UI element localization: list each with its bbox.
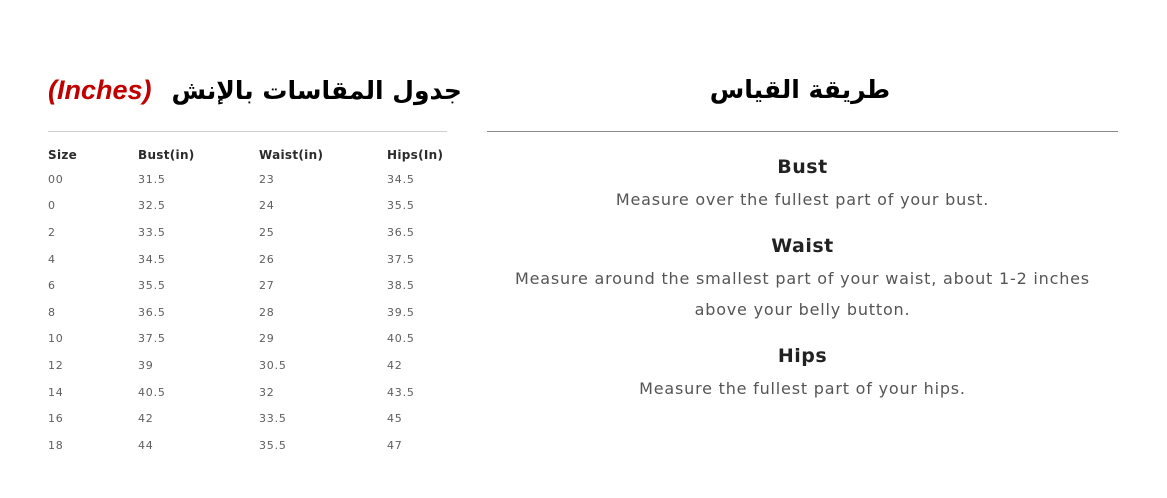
hips-cell: 43.5 (387, 385, 415, 399)
hips-cell: 42 (387, 358, 403, 372)
size-cell: 10 (48, 332, 64, 346)
column-header: Size (48, 148, 78, 162)
bust-cell: 32.5 (138, 199, 166, 213)
how-to-measure-title: طريقة القياس (709, 75, 891, 104)
table-row (48, 326, 458, 353)
hips-section (487, 339, 1118, 404)
hips-heading: Hips (777, 345, 828, 367)
guide-divider (487, 131, 1118, 132)
table-row (48, 432, 458, 459)
waist-cell: 23 (259, 172, 275, 186)
waist-cell: 30.5 (259, 358, 287, 372)
bust-cell: 34.5 (138, 252, 166, 266)
size-cell: 6 (48, 279, 56, 293)
size-cell: 2 (48, 225, 56, 239)
table-row (48, 299, 458, 326)
waist-cell: 32 (259, 385, 275, 399)
size-table (48, 144, 458, 459)
size-chart-divider (48, 131, 447, 132)
bust-cell: 40.5 (138, 385, 166, 399)
size-cell: 14 (48, 385, 64, 399)
bust-cell: 39 (138, 358, 154, 372)
waist-cell: 24 (259, 199, 275, 213)
table-row (48, 193, 458, 220)
hips-cell: 45 (387, 412, 403, 426)
size-cell: 18 (48, 438, 64, 452)
column-header: Waist(in) (259, 148, 324, 162)
bust-cell: 33.5 (138, 225, 166, 239)
bust-cell: 36.5 (138, 305, 166, 319)
hips-cell: 37.5 (387, 252, 415, 266)
size-chart-heading (48, 70, 462, 110)
bust-cell: 44 (138, 438, 154, 452)
waist-cell: 35.5 (259, 438, 287, 452)
waist-instructions-line1: Measure around the smallest part of your waist, about 1-2 inches (515, 269, 1090, 288)
waist-cell: 33.5 (259, 412, 287, 426)
bust-instructions: Measure over the fullest part of your bust. (615, 190, 990, 209)
bust-cell: 35.5 (138, 279, 166, 293)
waist-heading: Waist (771, 235, 834, 257)
table-row (48, 246, 458, 273)
waist-section (487, 229, 1118, 325)
size-chart-title: جدول المقاسات بالإنش (171, 75, 462, 105)
bust-cell: 31.5 (138, 172, 166, 186)
bust-heading: Bust (777, 156, 828, 178)
hips-cell: 39.5 (387, 305, 415, 319)
size-cell: 16 (48, 412, 64, 426)
hips-cell: 47 (387, 438, 403, 452)
table-row (48, 166, 458, 193)
waist-cell: 27 (259, 279, 275, 293)
hips-cell: 40.5 (387, 332, 415, 346)
table-header-row (48, 144, 458, 166)
size-cell: 00 (48, 172, 64, 186)
hips-cell: 34.5 (387, 172, 415, 186)
hips-cell: 35.5 (387, 199, 415, 213)
waist-cell: 25 (259, 225, 275, 239)
table-row (48, 405, 458, 432)
size-cell: 0 (48, 199, 56, 213)
bust-cell: 42 (138, 412, 154, 426)
bust-section (487, 150, 1118, 215)
table-row (48, 272, 458, 299)
table-row (48, 219, 458, 246)
hips-cell: 38.5 (387, 279, 415, 293)
hips-cell: 36.5 (387, 225, 415, 239)
column-header: Hips(In) (387, 148, 444, 162)
waist-cell: 29 (259, 332, 275, 346)
bust-cell: 37.5 (138, 332, 166, 346)
waist-cell: 28 (259, 305, 275, 319)
waist-cell: 26 (259, 252, 275, 266)
size-cell: 12 (48, 358, 64, 372)
table-row (48, 352, 458, 379)
column-header: Bust(in) (138, 148, 195, 162)
measuring-guide (487, 150, 1118, 404)
table-row (48, 379, 458, 406)
waist-instructions-line2: above your belly button. (694, 300, 911, 319)
size-cell: 8 (48, 305, 56, 319)
hips-instructions: Measure the fullest part of your hips. (639, 379, 966, 398)
size-cell: 4 (48, 252, 56, 266)
unit-label: (Inches) (48, 74, 152, 105)
